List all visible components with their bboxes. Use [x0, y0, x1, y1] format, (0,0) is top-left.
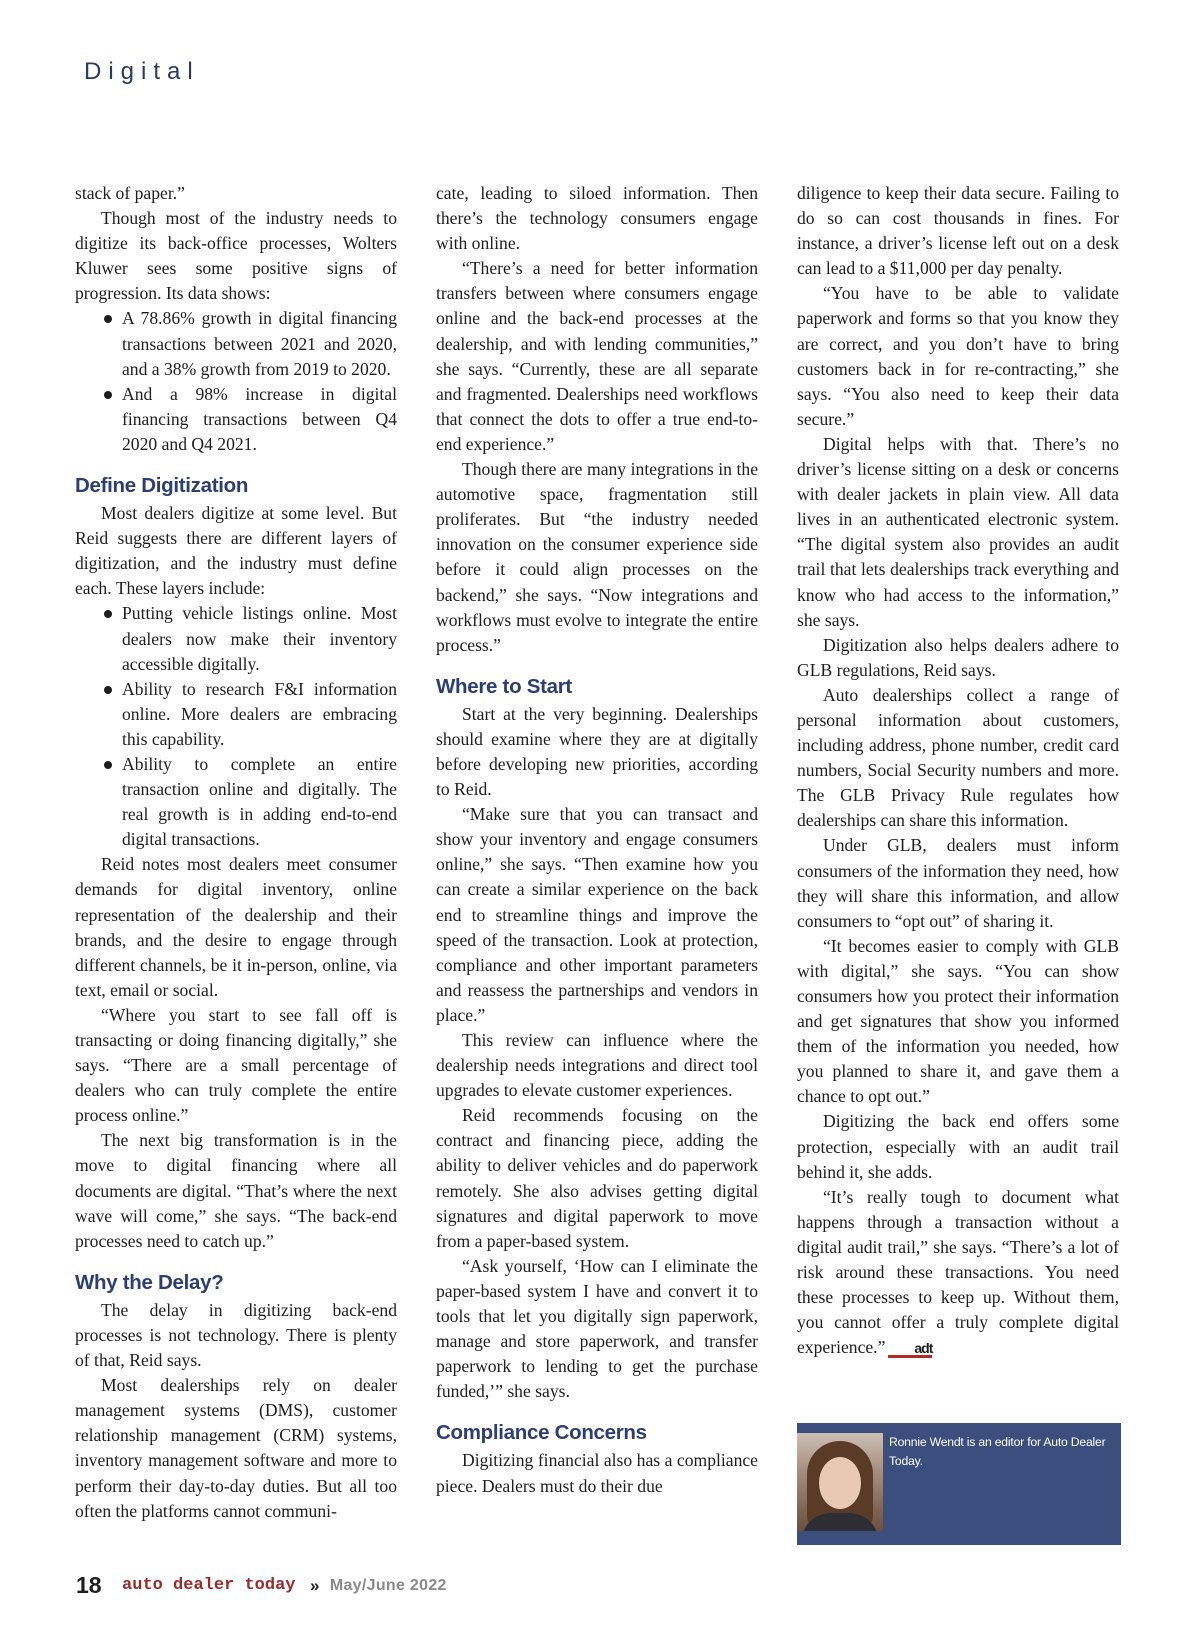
paragraph: Though there are many integrations in the automotive space, fragmentation still proliferates. But “the industry needed innovation on the consumer experience side before it could align processes on the backend,” she says. “Now integrations and workflows must evolve to integrate the entire process.”: [436, 459, 758, 655]
paragraph: Digital helps with that. There’s no driver’s license sitting on a desk or concerns with dealer jackets in plain view. All data lives in an authenticated electronic system. “The digital system also provides an audit trail that lets dealerships track everything and know who had access to the information,” she says.: [797, 433, 1119, 630]
paragraph: diligence to keep their data secure. Failing to do so can cost thousands in fines. For instance, a driver’s license left out on a desk can lead to a $11,000 per day penalty.: [797, 183, 1119, 279]
subheading-why-the-delay: Why the Delay?: [75, 1270, 224, 1294]
chevron-right-icon: »: [309, 1575, 320, 1595]
paragraph: Most dealerships rely on dealer management systems (DMS), customer relationship management (CRM) systems, inventory management software and more to perform their day-to-day duties. But all too often the platforms cannot communi-: [75, 1375, 397, 1521]
list-item: Ability to research F&I information online. More dealers are embracing this capability.: [122, 677, 397, 752]
publication-name: auto dealer today: [122, 1576, 296, 1595]
subheading-where-to-start: Where to Start: [436, 674, 572, 698]
paragraph: Digitizing financial also has a compliance piece. Dealers must do their due: [436, 1450, 758, 1496]
paragraph: This review can influence where the dealership needs integrations and direct tool upgrades to elevate customer experiences.: [436, 1030, 758, 1101]
page-footer: [76, 1572, 447, 1599]
article-column-1: [75, 181, 397, 1524]
paragraph: Under GLB, dealers must inform consumers of the information they need, how they will share this information, and allow consumers to “opt out” of sharing it.: [797, 835, 1119, 931]
paragraph: Auto dealerships collect a range of personal information about customers, including address, phone number, credit card numbers, Social Security numbers and more. The GLB Privacy Rule regulates how dealerships can share this information.: [797, 684, 1119, 831]
paragraph: cate, leading to siloed information. Then there’s the technology consumers engage with online.: [436, 183, 758, 254]
paragraph: Start at the very beginning. Dealerships should examine where they are at digitally before developing new priorities, according to Reid.: [436, 703, 758, 800]
paragraph: “There’s a need for better information transfers between where consumers engage online and the back-end processes at the dealership, and with lending communities,” she says. “Currently, these are all separate and fragmented. Dealerships need workflows that connect the dots to offer a true end-to-end experience.”: [436, 258, 758, 454]
section-label: Digital: [84, 58, 200, 85]
list-item: Ability to complete an entire transaction online and digitally. The real growth is in adding end-to-end digital transactions.: [122, 752, 397, 852]
subheading-define-digitization: Define Digitization: [75, 474, 249, 498]
paragraph: Reid notes most dealers meet consumer demands for digital inventory, online representation of the dealership and their brands, and the desire to engage through different channels, be it in-person, online, via text, email or social.: [75, 854, 397, 1000]
author-bio-text: Ronnie Wendt is an editor for Auto Dealer Today.: [889, 1435, 1106, 1468]
paragraph: Reid recommends focusing on the contract and financing piece, adding the ability to deliver vehicles and do paperwork remotely. She also advises getting digital signatures and digital paperwork to move from a paper-based system.: [436, 1105, 758, 1251]
issue-date: May/June 2022: [329, 1576, 447, 1594]
paragraph: Though most of the industry needs to digitize its back-office processes, Wolters Kluwer sees some positive signs of progression. Its data shows:: [75, 208, 397, 304]
paragraph-text: “It’s really tough to document what happens through a transaction without a digital audit trail,” she says. “There’s a lot of risk around these transactions. You need these processes to keep up. Without them, you cannot offer a truly complete digital experience.”: [797, 1186, 1119, 1358]
page-number: 18: [76, 1572, 102, 1598]
paragraph: Digitization also helps dealers adhere to GLB regulations, Reid says.: [797, 634, 1119, 680]
paragraph: “It becomes easier to comply with GLB with digital,” she says. “You can show consumers how you protect their information and get signatures that show you informed them of the information you needed, how you planned to share it, and gave them a chance to opt out.”: [797, 935, 1119, 1107]
paragraph: The delay in digitizing back-end processes is not technology. There is plenty of that, Reid says.: [75, 1299, 397, 1371]
list-item: A 78.86% growth in digital financing transactions between 2021 and 2020, and a 38% growth from 2019 to 2020.: [122, 306, 397, 381]
paragraph: Most dealers digitize at some level. But Reid suggests there are different layers of digitization, and the industry must define each. These layers include:: [75, 503, 397, 599]
photo-face: [819, 1457, 861, 1509]
paragraph: “You have to be able to validate paperwork and forms so that you know they are correct, and you don’t have to bring customers back in for re-contracting,” she says. “You also need to keep their data secure.”: [797, 283, 1119, 429]
list-item: Putting vehicle listings online. Most dealers now make their inventory accessible digitally.: [122, 601, 397, 676]
paragraph: “Ask yourself, ‘How can I eliminate the paper-based system I have and convert it to tools that let you digitally sign paperwork, manage and store paperwork, and transfer paperwork to lending to get the purchase funded,’” she says.: [436, 1255, 758, 1402]
paragraph: “Make sure that you can transact and show your inventory and engage consumers online,” she says. “Then examine how you can create a similar experience on the back end to streamline things and improve the speed of the transaction. Look at protection, compliance and other important parameters and reassess the partnerships and vendors in place.”: [436, 804, 758, 1025]
paragraph-final: [797, 1185, 1119, 1361]
author-bio-box: [797, 1423, 1121, 1545]
paragraph: The next big transformation is in the move to digital financing where all documents are digital. “That’s where the next wave will come,” she says. “The back-end processes need to catch up.”: [75, 1130, 397, 1251]
article-column-3: [797, 181, 1119, 1360]
article-column-2: [436, 181, 758, 1499]
paragraph: Digitizing the back end offers some protection, especially with an audit trail behind it, she adds.: [797, 1111, 1119, 1182]
bullet-list: [75, 601, 397, 852]
subheading-compliance-concerns: Compliance Concerns: [436, 1421, 647, 1445]
paragraph: “Where you start to see fall off is transacting or doing financing digitally,” she says. “There are a small percentage of dealers who can truly complete the entire process online.”: [75, 1004, 397, 1126]
author-photo: [797, 1433, 883, 1531]
list-item: And a 98% increase in digital financing transactions between Q4 2020 and Q4 2021.: [122, 382, 397, 457]
end-mark-logo: adt: [888, 1342, 932, 1358]
paragraph: stack of paper.”: [75, 183, 185, 203]
bullet-list: [75, 306, 397, 457]
